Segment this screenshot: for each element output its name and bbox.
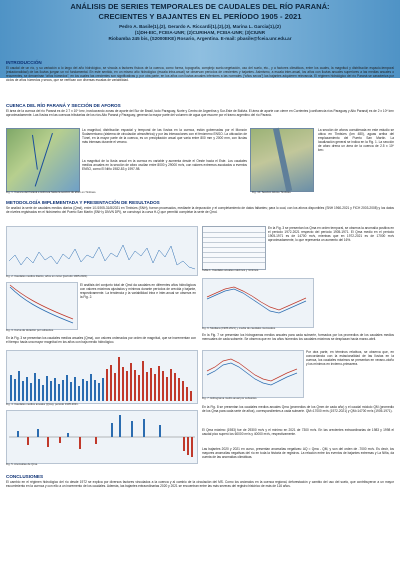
fig5-anomaly-chart: [6, 410, 198, 464]
fig4-caption: Fig. 4. Caudales medios anuales (Qma), período 1905-2021.: [6, 403, 79, 406]
fig1-caption: Fig. 1. Cuenca del Paraná e Hidrovía hasta la sección de aforo en Timbúes.: [6, 191, 97, 194]
right-text-1: En la Fig. 3 se presentan los Qma en orden temporal, se observa la anomalía positiva en el período 1972-2021 respecto del período 1905-1971. El Qma medio en el período 1905-1971 es de 14700 m³/s, mientras que en 1972-2021 es de 17000 m³/s aproximadamente, lo que representa un aumento del 16%.: [268, 226, 394, 243]
basin-map-figure: [6, 128, 80, 192]
fig3-caption: Fig. 3. Curva de duración por subseries.: [6, 329, 54, 332]
seccion-text: La sección de aforos considerada en este estudio se ubica en Timbúes (km 480), aguas arriba del emplazamiento del Puerto San Martín. La localización general se indica en la Fig. 1. La sección de aforo drena un área de la cuenca de 2.5 x 10⁶ km².: [318, 128, 394, 153]
fig6-caption: Fig. 6. Mediana (1905-2021) y media de caudales mensuales.: [202, 327, 276, 330]
monthly-median-line: [207, 289, 306, 313]
fig6-monthly-flow-chart: [202, 278, 314, 328]
table1-caption: Tabla 1. Caudales anuales máximos y mínimos.: [202, 269, 259, 272]
right-text-5: El Qma máximo (1983) fue de 29300 m³/s y el mínimo en 2021 de 7300 m³/s. En las crecientes extraordinarias de 1983 y 1998 el caudal pico superó los 60000 m³/s y 40000 m³/s, respectivamente.: [202, 428, 394, 437]
section-heading-conclusiones: CONCLUSIONES: [6, 474, 44, 479]
table-row: [203, 257, 265, 258]
poster-authors: [0, 24, 400, 42]
hydrograph-series-1: [207, 363, 297, 385]
right-text-3: Por otra parte, en términos relativos, se observa que, en concordancia con la estacionalidad de las lluvias en la cuenca, los caudales máximos se presentan en verano-otoño y los mínimos en invierno-primavera.: [306, 350, 394, 367]
fig3-plot: [7, 283, 77, 329]
right-text-4: En la Fig. 8 se presentan los caudales medios anuales Qma (promedios de los Qmm de cada año) y el caudal módulo QM (promedio de los Qma para cada serie de años), correspondientes a cada subserie. QM=17000 m³/s (1972-2021) y QM=14700 m³/s (1905-1971).: [202, 405, 394, 414]
fig6-plot: [203, 279, 313, 327]
conclusiones-text: El cambio en el régimen hidrológico del río desde 1972 se explica por diversos factores vinculados a la cuenca y al cambio de la circulación del MS. Como los anómalos en la cuenca regional, deforestación y cambio del uso del suelo, que contribuyeron a un mayor escurrimiento en la cuenca y con ello a un incremento de los caudales. Además, las bajantes extraordinarias 2020 y 2021 se encuentran entre las más severas del registro histórico de más de 116 años.: [6, 480, 394, 489]
duration-curve-1972-2021: [10, 285, 73, 319]
table-row: [203, 262, 265, 263]
table-row: [203, 247, 265, 248]
paraguay-river-line: [32, 135, 38, 170]
table-row: [203, 232, 265, 233]
section-heading-cuenca: CUENCA DEL RÍO PARANÁ Y SECCIÓN DE AFOROS: [6, 103, 121, 108]
fig5-negative-bars: [27, 437, 193, 457]
fig4-annual-flow-chart: [6, 350, 198, 404]
author-address: Riobamba 245 bis, (S2000EKE) Rosario, Argentina. E-mail: pbasile@fceia.unr.edu.ar: [108, 36, 292, 41]
parana-river-line: [35, 133, 53, 187]
table1-annual-extremes: [202, 226, 266, 270]
fig2-daily-flow-chart: [6, 226, 198, 276]
gauging-section-satellite-figure: [250, 128, 314, 192]
hydrograph-series-2: [207, 359, 297, 381]
fig1b-caption: Fig. 1b. Sección Aforos Timbúes.: [252, 191, 292, 194]
daily-flow-series: [9, 245, 195, 269]
section-heading-intro: INTRODUCCIÓN: [6, 60, 42, 65]
fig2-description-text: El análisis del conjunto total de Qmd da caudales en diferentes años hidrológicos con valores máximos ajustados y mínimos durante períodos de crecida y bajante, respectivamente. La tendencia y la variabilidad intra e inter-anual se observa en la Fig. 2.: [80, 283, 196, 300]
poster-title: [0, 2, 400, 22]
fig7-plot: [203, 351, 303, 397]
right-text-2: En la Fig. 7 se presentan los hidrogramas medios anuales para cada subserie, formados por los promedios de los caudales medios mensuales de cada subserie. Se observa que en los años húmedos los caudales máximos se desplazan hacia marzo-abril.: [202, 333, 394, 342]
author-affiliation: (1)DH-EIC, FCEIA-UNR; (2)CURIHAM, FCEIA-UNR; (3)CIUNR: [134, 30, 266, 35]
fig4-bars-recent: [106, 357, 192, 401]
fig3-description-text: En la Fig. 3 se presentan los caudales medios anuales (Qma), con valores ordenados por orden de magnitud, que se incrementan con el tiempo hacia una mayor magnitud en los años con baja medio hidrológico.: [6, 336, 196, 345]
title-line-1: ANÁLISIS DE SERIES TEMPORALES DE CAUDALES DEL RÍO PARANÁ:: [70, 2, 330, 11]
monthly-mean-line: [207, 287, 306, 310]
fig5-caption: Fig. 5. Anomalías de Qma.: [6, 463, 38, 466]
right-text-6: Las bajantes 2020 y 2021 en curso, presentan anomalías negativas: AQ = Qma - QM, y son del orden de -7000 m³/s. Es decir, los mayores anomalías negativas del río en toda la historia de registros. La relación entre los eventos de bajantes extremas y La Niña, da cuenta de las anomalías climáticas.: [202, 447, 394, 460]
fig4-bars: [10, 371, 104, 401]
title-line-2: CRECIENTES Y BAJANTES EN EL PERÍODO 1905 - 2021: [98, 12, 302, 21]
table-row: [203, 252, 265, 253]
cuenca-text: El área de la cuenca del río Paraná es de 2.7 x 10⁶ km², involucrando zonas de aporte del Sur de Brasil, todo Paraguay, Norte y Centro de Argentina y Sur-Este de Bolivia. El área de aporte con cierre en Corrientes (confluencia ríos Paraguay y Alto Paraná) es de 2 x 10⁶ km² aproximadamente. Las lluvias en las cuencas tributarias de los ríos Alto Paraná y Paraguay, generan la mayor parte del volumen de agua que escurre por el tramo argentino del río Paraná.: [6, 109, 394, 118]
section-heading-metodologia: METODOLOGÍA IMPLEMENTADA Y PRESENTACIÓN DE RESULTADOS: [6, 200, 160, 205]
fig5-plot: [7, 411, 197, 463]
intro-text: El caudal de un río, y su variación a lo largo del año hidrológico, se vincula a factores físicos de la cuenca, como forma, topografía, complejo suelo-vegetación, uso del suelo, etc., y a factores climáticos, entre los cuales, la magnitud y distribución espacio-temporal (estacionalidad) de las lluvias juegan un rol fundamental. En este sentido, en un mismo año hidrológico (escala intra-anual) se observan períodos de crecientes y bajantes. Asimismo, a escala inter-anual, los años con lluvias anuales superiores a las medias anuales o recurrentes, se denominan “años húmedos”, en los cuales las crecientes son significativas y, por otra parte, en los años con lluvias anuales inferiores a las normales (“años secos”) las bajantes adquieren relevancia. El régimen hidrológico del río Paraná se caracteriza por ciclos de años húmedos y secos, que se verifican con diversas escalas de variabilidad.: [6, 66, 394, 83]
river-channel: [273, 128, 292, 192]
cuenca-text-2: La magnitud, distribución espacial y temporal de las lluvias en la cuenca, están gobernadas por el Monzón Sudamericano (sistema de circulación atmosférica) y por las interacciones con el fenómeno ENSO. La ubicación de Túnel, en la mayor parte de la cuenca, es un precipitación anual que varía entre 800 mm y 2000 mm, con lluvias más intensas durante el verano.: [82, 128, 247, 145]
table-row: [203, 242, 265, 243]
metodologia-text: Se analizó la serie de caudales medios diarios (Qmd), entre 1/1/1905-31/8/2021 en Timbúes (SNH), fueron procesados, mediante la depuración y el completamiento de datos faltantes; para lo cual, con los aforos disponibles (SNH 1960-2021 y FICH 2003-2008) y los datos de niveles registrados en el hidrómetro del Puerto San Martín (SNH y DNVN DPI), se construyó la curva H-Q que permitió completar la serie de Qmd.: [6, 206, 394, 215]
author-names: Pedro A. Basile(1),(2), Gerardo A. Riccardi(1),(2),(3), Marina L. Garcia(1),(2): [119, 24, 281, 29]
cuenca-text-3: La magnitud de la lluvia anual en la cuenca es variable y aumenta desde el Oeste hacia el Este. Los caudales medios anuales en la sección de aforo oscilan entre 8000 y 29000 m³/s, con valores extremos asociados a eventos ENSO, como El Niño 1982-83 y 1997-98.: [82, 159, 247, 172]
table-row: [203, 237, 265, 238]
fig2-caption: Fig. 2. Caudales medios diarios, años en curso (período 1905-2021): [6, 275, 88, 278]
fig3-duration-curve: [6, 282, 78, 330]
fig7-hydrograph-chart: [202, 350, 304, 398]
fig2-plot: [7, 227, 197, 275]
fig7-caption: Fig. 7. Hidrograma medio anual por subseries.: [202, 397, 258, 400]
fig4-plot: [7, 351, 197, 403]
fig5-positive-bars: [17, 415, 161, 437]
